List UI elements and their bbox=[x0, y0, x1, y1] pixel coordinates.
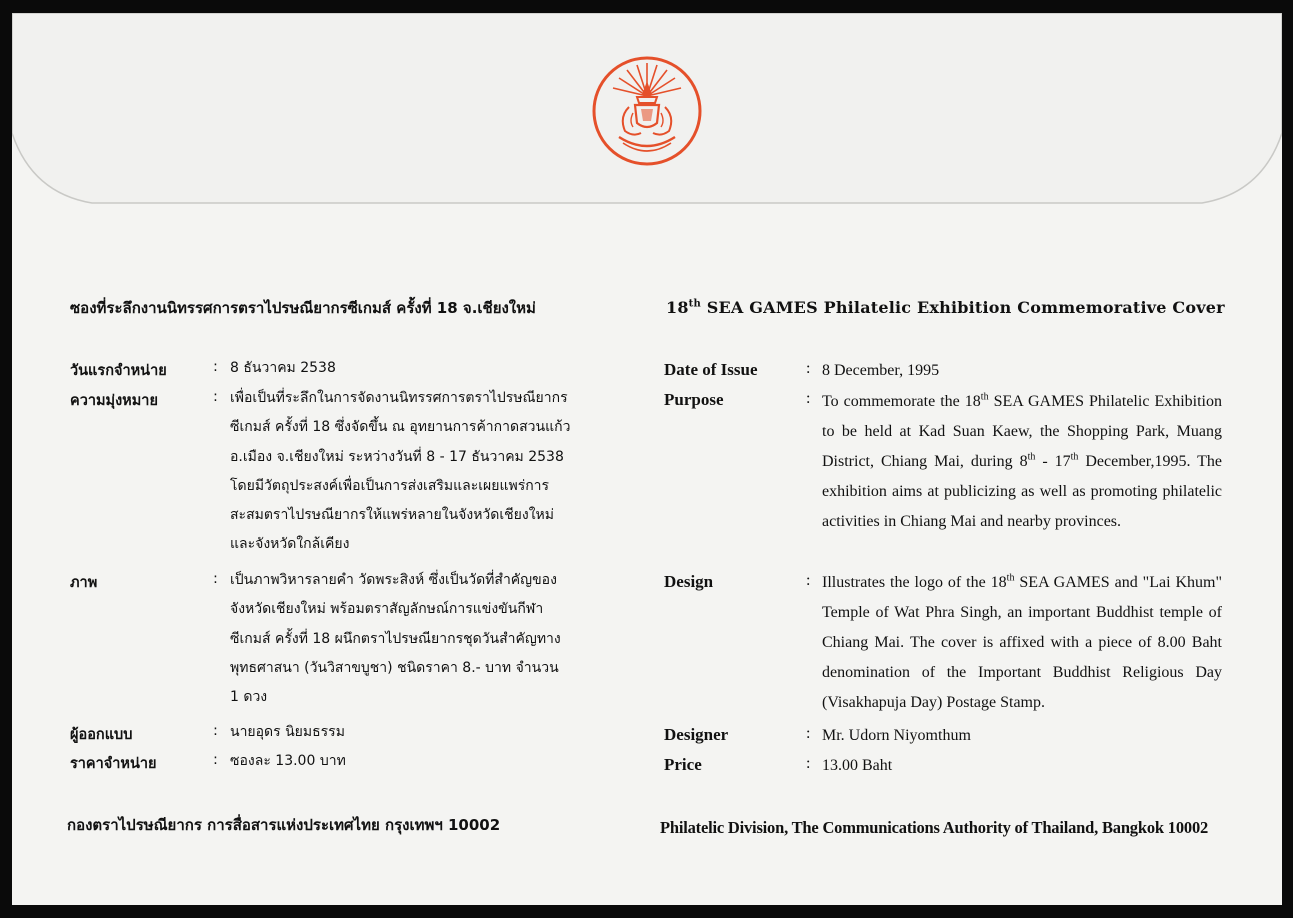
english-footer: Philatelic Division, The Communications Authority of Thailand, Bangkok 10002 bbox=[660, 818, 1209, 837]
purpose-text bbox=[822, 387, 1222, 537]
thai-purpose-text bbox=[230, 384, 626, 560]
design-label: Design bbox=[664, 572, 714, 591]
thai-title: ซองที่ระลึกงานนิทรรศการตราไปรษณียากรซีเกมส์ ครั้งที่ 18 จ.เชียงใหม่ bbox=[70, 299, 536, 317]
colon: : bbox=[806, 725, 811, 742]
thai-purpose-line: และจังหวัดใกล้เคียง bbox=[230, 536, 350, 553]
thai-picture-line: พุทธศาสนา (วันวิสาขบูชา) ชนิดราคา 8.- บาท จำนวน bbox=[230, 659, 559, 676]
thai-designer-value: นายอุดร นิยมธรรม bbox=[230, 724, 345, 740]
ordinal-sup: th bbox=[1070, 451, 1079, 463]
design-part: Illustrates the logo of the 18 bbox=[822, 574, 1007, 591]
thai-designer-label: ผู้ออกแบบ bbox=[70, 727, 133, 743]
thai-price-label: ราคาจำหน่าย bbox=[70, 756, 157, 772]
thai-picture-text bbox=[230, 566, 626, 712]
purpose-part: - 17 bbox=[1035, 453, 1071, 470]
thai-purpose-label: ความมุ่งหมาย bbox=[70, 393, 158, 409]
royal-crest-seal-icon bbox=[589, 51, 705, 171]
colon: : bbox=[213, 752, 218, 768]
colon: : bbox=[213, 723, 218, 739]
colon: : bbox=[213, 389, 218, 405]
thai-picture-line: จังหวัดเชียงใหม่ พร้อมตราสัญลักษณ์การแข่งขันกีฬา bbox=[230, 601, 544, 618]
thai-purpose-line: เพื่อเป็นที่ระลึกในการจัดงานนิทรรศการตราไปรษณียากร bbox=[230, 390, 568, 406]
date-of-issue-label: Date of Issue bbox=[664, 360, 758, 379]
colon: : bbox=[806, 390, 811, 407]
thai-purpose-line: โดยมีวัตถุประสงค์เพื่อเป็นการส่งเสริมและเผยแพร่การ bbox=[230, 477, 550, 494]
purpose-label: Purpose bbox=[664, 390, 724, 409]
purpose-part: SEA GAMES Philatelic Exhibition to be held at Kad Suan Kaew, the Shopping Park, Muang District, Chiang Mai, during 8 bbox=[822, 393, 1223, 470]
title-number: 18 bbox=[666, 298, 689, 317]
designer-value: Mr. Udorn Niyomthum bbox=[822, 727, 971, 744]
thai-date-value: 8 ธันวาคม 2538 bbox=[230, 360, 336, 376]
colon: : bbox=[213, 359, 218, 375]
colon: : bbox=[806, 360, 811, 377]
purpose-part: December,1995. The exhibition aims at publicizing as well as promoting philatelic activities in Chiang Mai and nearby provinces. bbox=[822, 453, 1222, 530]
date-of-issue-value: 8 December, 1995 bbox=[822, 362, 940, 379]
title-rest: SEA GAMES Philatelic Exhibition Commemorative Cover bbox=[706, 298, 1225, 317]
design-part: SEA GAMES and "Lai Khum" Temple of Wat Phra Singh, an important Buddhist temple of Chiang Mai. The cover is affixed with a piece of 8.00 Baht denomination of the Important Buddhist Religious Day (Visakhapuja Day) Postage Stamp. bbox=[822, 574, 1222, 711]
english-title bbox=[666, 298, 1225, 317]
thai-price-value: ซองละ 13.00 บาท bbox=[230, 753, 346, 769]
thai-footer: กองตราไปรษณียากร การสื่อสารแห่งประเทศไทย กรุงเทพฯ 10002 bbox=[67, 816, 501, 834]
price-value: 13.00 Baht bbox=[822, 757, 893, 774]
ordinal-sup: th bbox=[980, 391, 989, 403]
title-sup: th bbox=[688, 298, 701, 310]
designer-label: Designer bbox=[664, 725, 729, 744]
thai-date-label: วันแรกจำหน่าย bbox=[70, 363, 167, 379]
ordinal-sup: th bbox=[1027, 451, 1036, 463]
colon: : bbox=[213, 571, 218, 587]
purpose-part: To commemorate the 18 bbox=[822, 393, 981, 410]
thai-purpose-line: อ.เมือง จ.เชียงใหม่ ระหว่างวันที่ 8 - 17 ธันวาคม 2538 bbox=[230, 448, 564, 465]
design-text bbox=[822, 568, 1222, 718]
thai-picture-label: ภาพ bbox=[70, 575, 98, 591]
thai-purpose-line: ซีเกมส์ ครั้งที่ 18 ซึ่งจัดขึ้น ณ อุทยานการค้ากาดสวนแก้ว bbox=[230, 419, 571, 436]
thai-purpose-line: สะสมตราไปรษณียากรให้แพร่หลายในจังหวัดเชียงใหม่ bbox=[230, 507, 554, 524]
ordinal-sup: th bbox=[1006, 572, 1015, 584]
colon: : bbox=[806, 755, 811, 772]
colon: : bbox=[806, 572, 811, 589]
thai-picture-line: เป็นภาพวิหารลายคำ วัดพระสิงห์ ซึ่งเป็นวัดที่สำคัญของ bbox=[230, 572, 557, 588]
thai-picture-line: 1 ดวง bbox=[230, 689, 268, 706]
price-label: Price bbox=[664, 755, 702, 774]
thai-picture-line: ซีเกมส์ ครั้งที่ 18 ผนึกตราไปรษณียากรชุดวันสำคัญทาง bbox=[230, 630, 561, 647]
